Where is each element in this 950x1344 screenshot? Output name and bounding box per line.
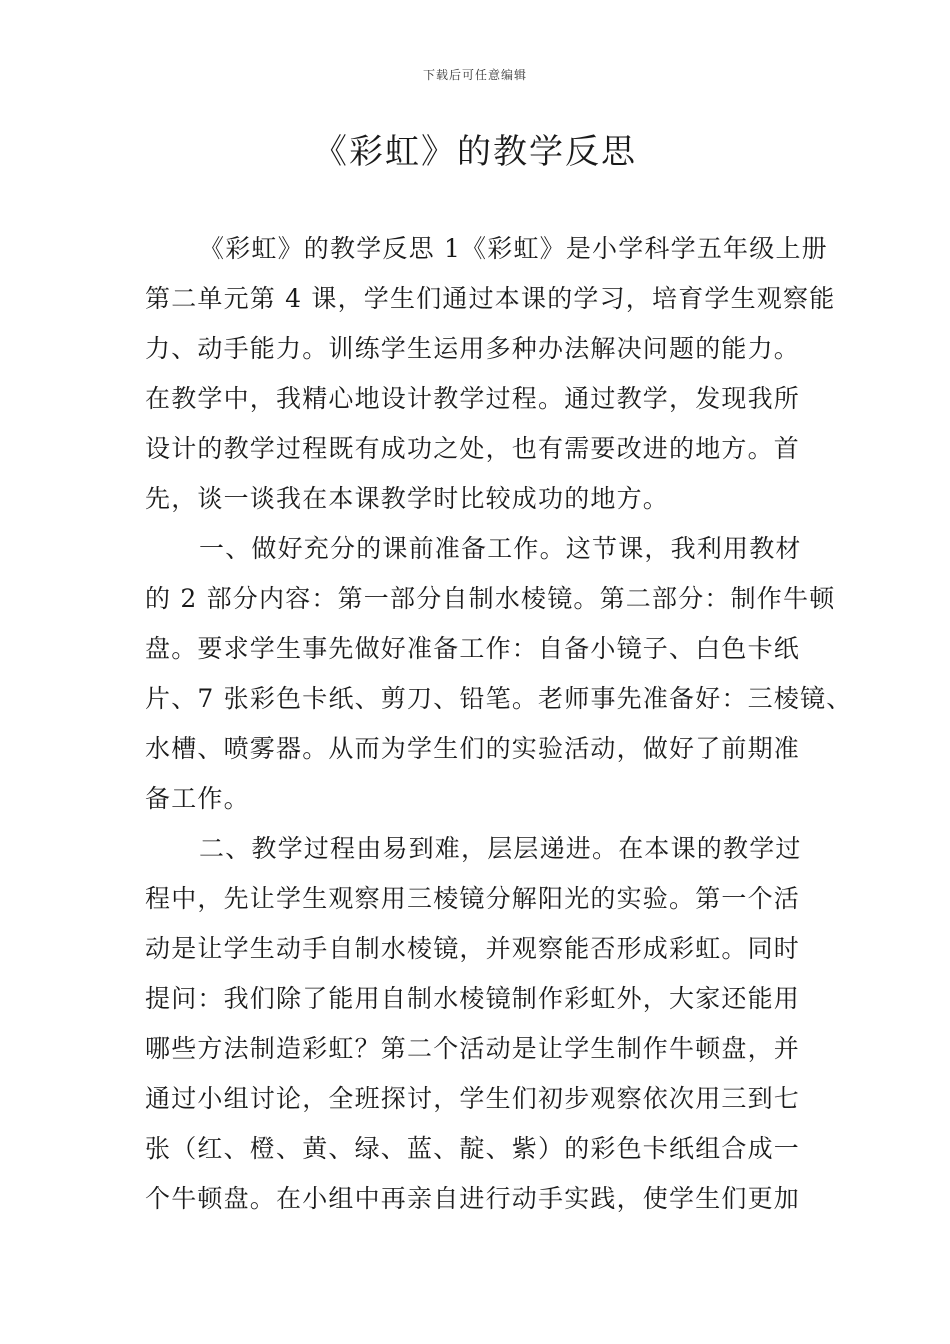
text-line: 的 2 部分内容：第一部分自制水棱镜。第二部分：制作牛顿 [145, 584, 836, 613]
text-line: 盘。要求学生事先做好准备工作：自备小镜子、白色卡纸 [145, 634, 801, 663]
text-line: 《彩虹》的教学反思 1《彩虹》是小学科学五年级上册 [199, 234, 828, 263]
text-line: 个牛顿盘。在小组中再亲自进行动手实践，使学生们更加 [145, 1184, 801, 1213]
text-line: 第二单元第 4 课，学生们通过本课的学习，培育学生观察能 [145, 284, 836, 313]
text-line: 动是让学生动手自制水棱镜，并观察能否形成彩虹。同时 [145, 934, 801, 963]
text-line: 哪些方法制造彩虹？第二个活动是让学生制作牛顿盘，并 [145, 1034, 801, 1063]
document-title: 《彩虹》的教学反思 [313, 132, 637, 172]
text-line: 先，谈一谈我在本课教学时比较成功的地方。 [145, 484, 670, 513]
text-line: 设计的教学过程既有成功之处，也有需要改进的地方。首 [145, 434, 801, 463]
text-line: 提问：我们除了能用自制水棱镜制作彩虹外，大家还能用 [145, 984, 801, 1013]
text-line: 水槽、喷雾器。从而为学生们的实验活动，做好了前期准 [145, 734, 801, 763]
text-line: 备工作。 [145, 784, 250, 813]
document-body [145, 224, 853, 1224]
text-line: 二、教学过程由易到难，层层递进。在本课的教学过 [199, 834, 802, 863]
text-line: 一、做好充分的课前准备工作。这节课，我利用教材 [199, 534, 802, 563]
text-line: 片、7 张彩色卡纸、剪刀、铅笔。老师事先准备好：三棱镜、 [145, 684, 853, 713]
text-line: 程中，先让学生观察用三棱镜分解阳光的实验。第一个活 [145, 884, 801, 913]
header-note: 下载后可任意编辑 [422, 68, 527, 82]
text-line: 张（红、橙、黄、绿、蓝、靛、紫）的彩色卡纸组合成一 [145, 1134, 801, 1163]
text-line: 力、动手能力。训练学生运用多种办法解决问题的能力。 [145, 334, 801, 363]
text-line: 通过小组讨论，全班探讨，学生们初步观察依次用三到七 [145, 1084, 801, 1113]
text-line: 在教学中，我精心地设计教学过程。通过教学，发现我所 [145, 384, 801, 413]
